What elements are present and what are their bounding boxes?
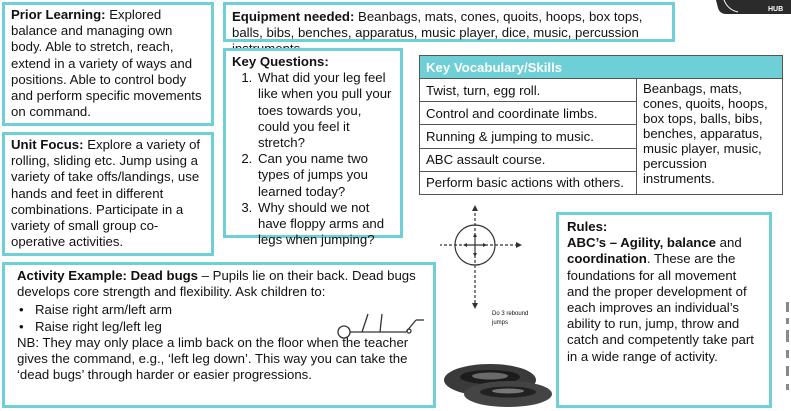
activity-intro: [17, 268, 421, 300]
prior-learning-text: Explored balance and managing own body. Able to stretch, reach, extend in a variety of ways and positions. Able to control body and perform specific movements on command.: [11, 7, 202, 120]
activity-intro-text: – Pupils lie on their back. Dead bugs develops core strength and flexibility. Ask children to:: [17, 268, 416, 300]
vocab-skill: Perform basic actions with others.: [420, 171, 637, 194]
activity-note: NB: They may only place a limb back on the floor when the teacher gives the command, e.g., ‘left leg down’. This way you can take the ‘dead bugs’ through harder or easier progressions.: [17, 334, 409, 383]
key-questions-heading: Key Questions:: [232, 54, 329, 69]
activity-bullet: • Raise right leg/left leg: [35, 319, 421, 335]
question-item: 1. What did your leg feel like when you pull your toes towards you, could you feel it stretch?: [256, 70, 394, 151]
question-item: 2. Can you name two types of jumps you learned today?: [256, 151, 394, 200]
equipment-heading: Equipment needed:: [232, 9, 355, 24]
hub-logo: [716, 0, 791, 14]
jump-target-icon: [440, 208, 520, 305]
rebound-label: [492, 310, 552, 328]
rebound-label-line1: Do 3 rebound: [492, 311, 529, 317]
vocab-skill: Running & jumping to music.: [420, 125, 637, 148]
activity-bullet: • Raise right arm/left arm: [35, 302, 421, 318]
unit-focus-heading: Unit Focus:: [11, 137, 84, 152]
vocab-equipment-list: Beanbags, mats, cones, quoits, hoops, box tops, balls, bibs, benches, apparatus, music player, music, percussion instruments.: [637, 79, 783, 195]
question-item: 3. Why should we not have floppy arms and legs when jumping?: [256, 200, 394, 249]
quoits-image: [438, 346, 558, 408]
equipment-text: Beanbags, mats, cones, quoits, hoops, box tops, balls, bibs, benches, apparatus, music player, dice, music, percussion: [232, 9, 643, 41]
vocab-skill: Control and coordinate limbs.: [420, 102, 637, 125]
vocab-heading: Key Vocabulary/Skills: [420, 56, 783, 79]
key-questions-list: [232, 70, 394, 248]
rules-heading: Rules:: [567, 219, 608, 234]
key-vocabulary-table: [419, 55, 783, 195]
key-questions-box: [223, 48, 403, 248]
dead-bug-figure-icon: [336, 310, 426, 340]
prior-learning-heading: Prior Learning:: [11, 7, 106, 22]
hub-logo-text: HUB: [768, 6, 784, 13]
activity-heading: Activity Example: Dead bugs: [17, 268, 199, 283]
direction-arrows-icon: [440, 205, 522, 309]
rules-body: . These are the foundations for all movement and the proper development of each improves an individual’s ability to run, jump, throw and catch and competently take part in a wide range of activity.: [567, 251, 754, 364]
vocab-skill: ABC assault course.: [420, 148, 637, 171]
equipment-box: [223, 2, 675, 42]
unit-focus-text: Explore a variety of rolling, sliding etc. Jump using a variety of take offs/landings, use hands and feet in different combinations. Participate in a variety of small group co-operative activities.: [11, 137, 201, 250]
page-edge-decoration: [780, 300, 791, 400]
vocab-skill: Twist, turn, egg roll.: [420, 79, 637, 102]
rules-box: [556, 212, 772, 408]
rules-text: [567, 235, 761, 365]
unit-focus-box: [2, 132, 214, 256]
rules-abc: ABC’s – Agility, balance: [567, 235, 717, 251]
rules-and: and: [716, 235, 742, 251]
rebound-label-line2: jumps: [492, 320, 509, 326]
prior-learning-box: [2, 2, 214, 126]
rules-coordination: coordination: [567, 251, 647, 267]
